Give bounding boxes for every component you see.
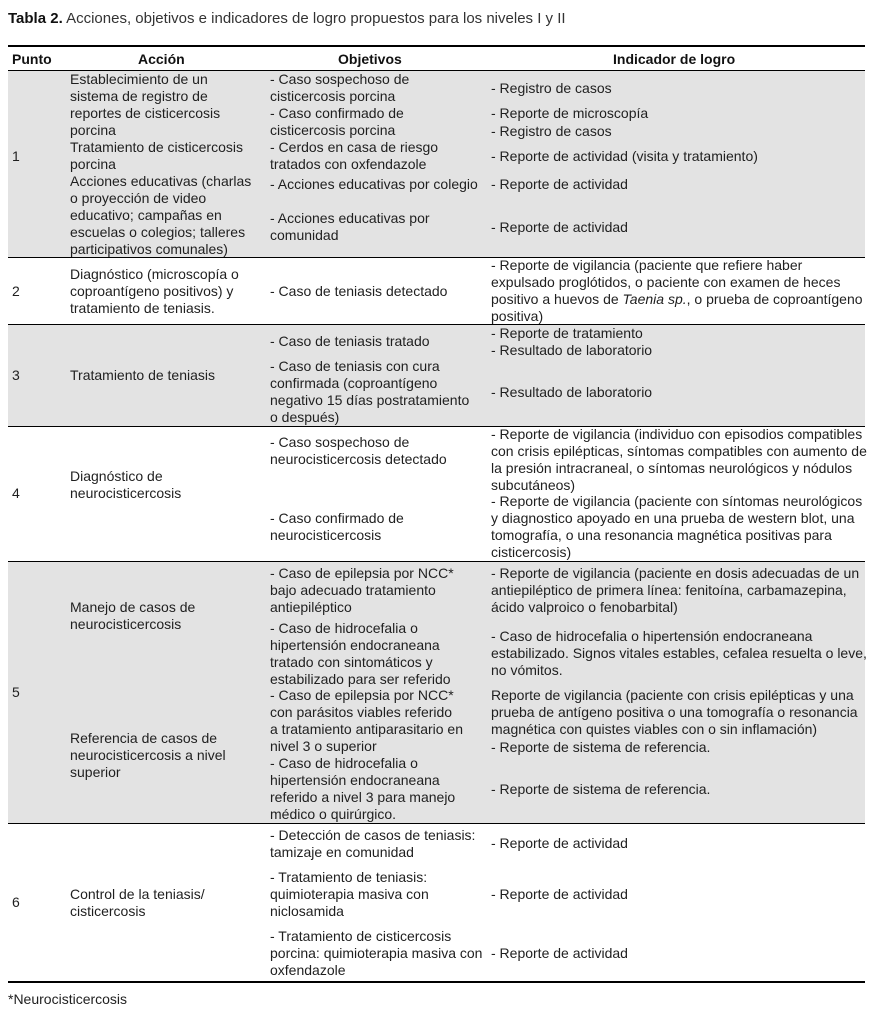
- row-6-accion: Control de la teniasis/ cisticercosis: [70, 886, 205, 919]
- row-separator: [8, 823, 865, 824]
- row-1-indicador: - Reporte de actividad: [491, 219, 628, 235]
- row-5-objetivo: - Caso de epilepsia por NCC* bajo adecuado tratamiento antiepiléptico: [270, 565, 454, 615]
- row-3-accion: Tratamiento de teniasis: [70, 367, 215, 383]
- row-6-punto: 6: [12, 894, 20, 910]
- row-5-indicador: - Reporte de sistema de referencia.: [491, 739, 711, 755]
- row-4-indicador: - Reporte de vigilancia (individuo con episodios compatibles con crisis epilépticas, síntomas compatibles con aumento de la presión intracraneal, o síntomas neurológicos y nódulos subcutáneos): [491, 426, 867, 493]
- row-5-objetivo: - Caso de hidrocefalia o hipertensión endocraneana tratado con sintomáticos y estabilizado para ser referido: [270, 620, 451, 687]
- row-4-punto: 4: [12, 485, 20, 501]
- row-5-indicador: - Caso de hidrocefalia o hipertensión endocraneana estabilizado. Signos vitales estables, cefalea resuelta o leve, no vómitos.: [491, 628, 867, 678]
- row-4-indicador: - Reporte de vigilancia (paciente con síntomas neurológicos y diagnostico apoyado en una prueba de western blot, una tomografía, o una resonancia magnética positivas para cisticercosis): [491, 493, 863, 560]
- row-6-indicador: - Reporte de actividad: [491, 886, 628, 902]
- row-4-accion: Diagnóstico de neurocisticercosis: [70, 468, 182, 501]
- row-3-indicador: - Reporte de tratamiento: [491, 325, 643, 341]
- row-1-objetivo: - Acciones educativas por colegio: [270, 176, 478, 192]
- row-1-punto: 1: [12, 148, 20, 164]
- row-1-indicador: - Reporte de actividad: [491, 176, 628, 192]
- row-2-indicador: positiva): [491, 308, 544, 324]
- row-1-indicador: - Reporte de actividad (visita y tratamiento): [491, 148, 758, 164]
- row-separator: [8, 324, 865, 325]
- row-1-indicador: - Registro de casos: [491, 80, 612, 96]
- top-rule: [8, 45, 865, 47]
- row-5-indicador: - Reporte de sistema de referencia.: [491, 781, 711, 797]
- row-3-indicador: - Resultado de laboratorio: [491, 384, 653, 400]
- row-6-objetivo: - Detección de casos de teniasis: tamizaje en comunidad: [270, 827, 476, 860]
- row-1-accion: Establecimiento de un sistema de registro de reportes de cisticercosis porcina: [70, 71, 221, 138]
- bottom-rule: [8, 981, 865, 983]
- row-2-accion: Diagnóstico (microscopía o coproantígeno positivos) y tratamiento de teniasis.: [70, 266, 239, 316]
- row-1-accion: Tratamiento de cisticercosis porcina: [70, 139, 243, 172]
- row-1-objetivo: - Cerdos en casa de riesgo tratados con oxfendazole: [270, 139, 439, 172]
- row-5-indicador: - Reporte de vigilancia (paciente en dosis adecuadas de un antiepiléptico de primera línea: fenitoína, carbamazepina, ácido valproico o fenobarbital): [491, 565, 860, 615]
- row-2-objetivo: - Caso de teniasis detectado: [270, 283, 448, 299]
- row-1-objetivo: - Caso sospechoso de cisticercosis porcina: [270, 71, 410, 104]
- header-punto: Punto: [12, 51, 52, 67]
- row-2-indicador: - Reporte de vigilancia (paciente que refiere haber expulsado proglótidos, o paciente con examen de heces positivo a huevos de Taenia sp., o prueba de coproantígeno: [491, 257, 863, 307]
- table-title: Tabla 2. Acciones, objetivos e indicadores de logro propuestos para los niveles I y II: [8, 10, 566, 27]
- row-1-objetivo: - Acciones educativas por comunidad: [270, 210, 430, 243]
- row-5-objetivo: - Caso de hidrocefalia o hipertensión endocraneana referido a nivel 3 para manejo médico o quirúrgico.: [270, 755, 456, 822]
- row-5-accion: Referencia de casos de neurocisticercosis a nivel superior: [70, 730, 226, 780]
- row-6-objetivo: - Tratamiento de teniasis: quimioterapia masiva con niclosamida: [270, 869, 429, 919]
- row-6-indicador: - Reporte de actividad: [491, 835, 628, 851]
- row-separator: [8, 561, 865, 562]
- row-5-objetivo: - Caso de epilepsia por NCC* con parásitos viables referido a tratamiento antiparasitario en nivel 3 o superior: [270, 687, 463, 754]
- header-accion: Acción: [138, 51, 185, 67]
- row-4-objetivo: - Caso confirmado de neurocisticercosis: [270, 510, 404, 543]
- row-3-punto: 3: [12, 367, 20, 383]
- row-1-indicador: - Registro de casos: [491, 123, 612, 139]
- row-5-accion: Manejo de casos de neurocisticercosis: [70, 599, 196, 632]
- row-5-indicador: Reporte de vigilancia (paciente con crisis epilépticas y una prueba de antígeno positiva o una tomografía o resonancia magnética con quistes viables con o sin inflamación): [491, 687, 858, 737]
- row-1-objetivo: - Caso confirmado de cisticercosis porcina: [270, 105, 404, 138]
- header-indicador: Indicador de logro: [613, 51, 736, 67]
- row-5-punto: 5: [12, 684, 20, 700]
- row-3-objetivo: - Caso de teniasis tratado: [270, 333, 430, 349]
- row-6-indicador: - Reporte de actividad: [491, 945, 628, 961]
- row-1-indicador: - Reporte de microscopía: [491, 105, 649, 121]
- row-1-accion: Acciones educativas (charlas o proyección de video educativo; campañas en escuelas o colegios; talleres participativos comunales): [70, 173, 252, 257]
- row-3-indicador: - Resultado de laboratorio: [491, 342, 653, 358]
- row-4-objetivo: - Caso sospechoso de neurocisticercosis detectado: [270, 434, 447, 467]
- footnote: *Neurocisticercosis: [8, 991, 128, 1007]
- row-6-objetivo: - Tratamiento de cisticercosis porcina: quimioterapia masiva con oxfendazole: [270, 928, 483, 978]
- row-3-objetivo: - Caso de teniasis con cura confirmada (coproantígeno negativo 15 días postratamiento o después): [270, 358, 470, 425]
- header-objetivos: Objetivos: [338, 51, 402, 67]
- row-2-punto: 2: [12, 283, 20, 299]
